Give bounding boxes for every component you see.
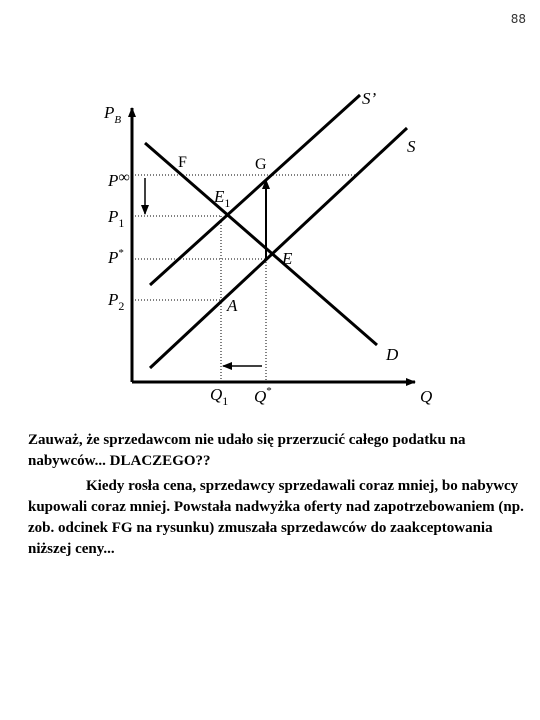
- paragraph-question: Zauważ, że sprzedawcom nie udało się przerzucić całego podatku na nabywców... DLACZEGO??: [28, 432, 466, 469]
- label-point-e: E: [282, 249, 293, 268]
- explanation-text: [28, 430, 528, 560]
- label-p2: $P_2$: [108, 290, 125, 313]
- label-point-f: F: [178, 154, 187, 171]
- label-point-a: A: [227, 296, 238, 315]
- paragraph-explanation: Kiedy rosła cena, sprzedawcy sprzedawali coraz mniej, bo nabywcy kupowali coraz mniej. Powstała nadwyżka oferty nad zapotrzebowaniem (np. zob. odcinek FG na rysunku) zmuszała sprzedawców do zaakceptowania niższej ceny...: [28, 478, 524, 557]
- label-q-star: Q*: [254, 385, 272, 406]
- x-axis-label: Q: [420, 387, 433, 406]
- label-p-infinity: P∞: [108, 169, 130, 190]
- label-p1: $P_1$: [108, 207, 125, 230]
- label-p-star: P*: [108, 247, 124, 267]
- label-s: S: [407, 137, 416, 156]
- page-number: 88: [510, 12, 526, 26]
- demand-curve-d: [145, 143, 377, 345]
- supply-curve-s-prime: [150, 95, 360, 285]
- label-s-prime: S’: [362, 89, 377, 108]
- y-axis-label: $P_B$: [104, 103, 122, 126]
- label-d: D: [386, 345, 399, 364]
- label-point-g: G: [255, 156, 267, 173]
- label-point-e1: $E_1$: [214, 187, 231, 210]
- label-q1: $Q_1$: [210, 385, 229, 408]
- supply-curve-s: [150, 128, 407, 368]
